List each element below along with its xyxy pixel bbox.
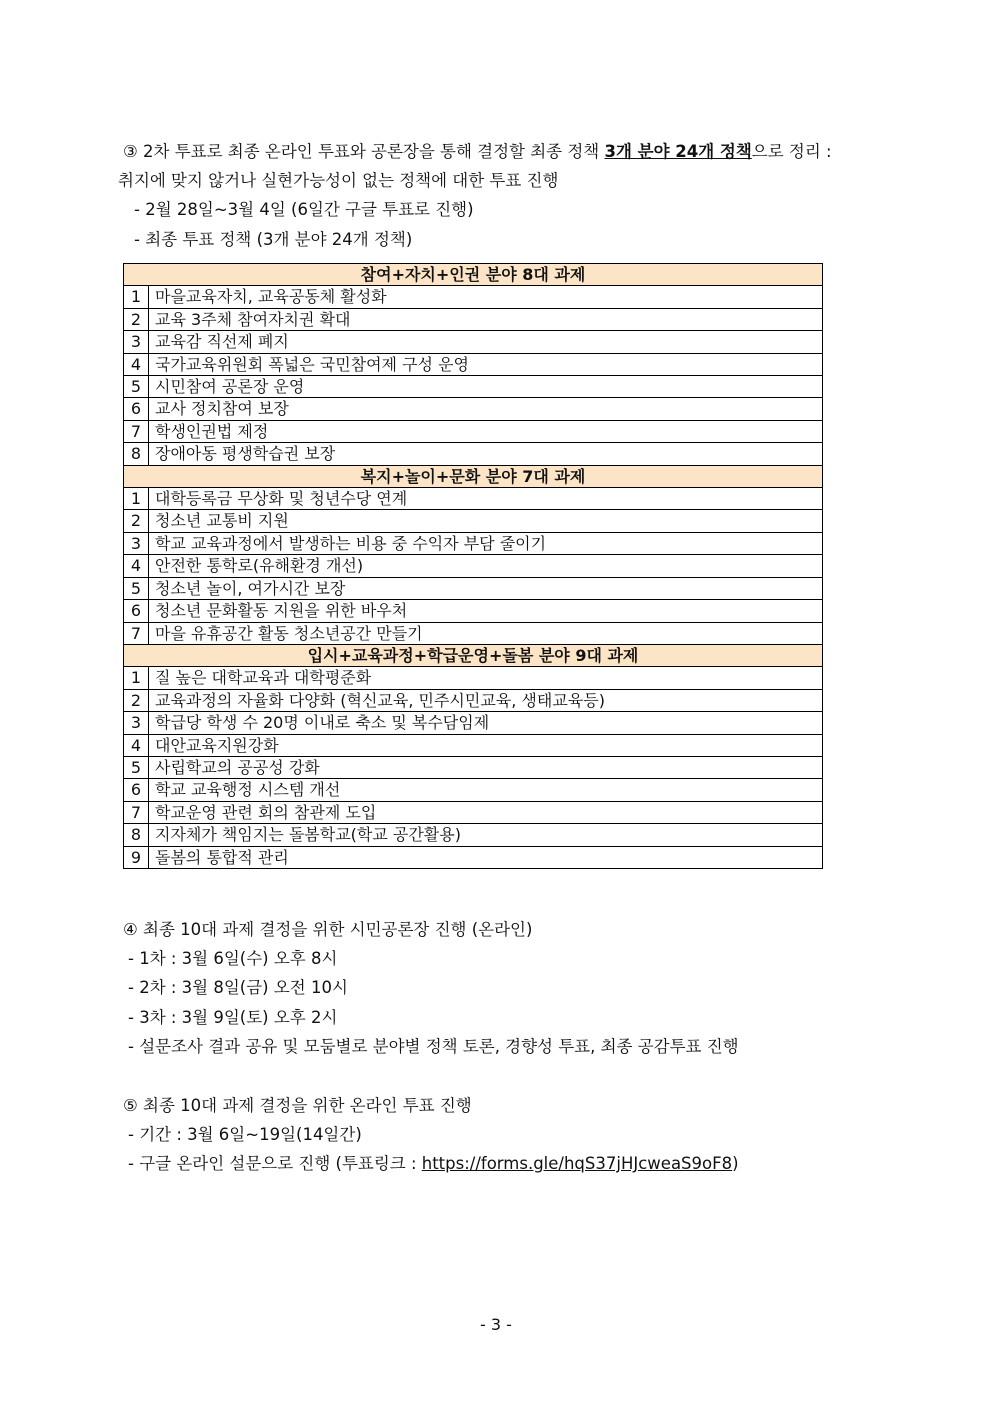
policy-number: 8 [124, 443, 149, 465]
policy-text: 청소년 놀이, 여가시간 보장 [149, 577, 823, 599]
table-row [124, 600, 823, 622]
policy-text: 교육감 직선제 폐지 [149, 331, 823, 353]
table-row [124, 734, 823, 756]
table-row [124, 308, 823, 330]
policy-text: 교육 3주체 참여자치권 확대 [149, 308, 823, 330]
policy-number: 4 [124, 555, 149, 577]
table-row [124, 488, 823, 510]
table-row [124, 689, 823, 711]
policy-text: 학교 교육행정 시스템 개선 [149, 779, 823, 801]
policy-number: 5 [124, 577, 149, 599]
policy-number: 3 [124, 532, 149, 554]
policy-number: 7 [124, 801, 149, 823]
policy-table-body [124, 264, 823, 869]
policy-text: 마을 유휴공간 활동 청소년공간 만들기 [149, 622, 823, 644]
vote-link[interactable]: https://forms.gle/hqS37jHJcweaS9oF8 [421, 1154, 733, 1173]
section3-bullet-policies: - 최종 투표 정책 (3개 분야 24개 정책) [134, 230, 413, 249]
table-row [124, 779, 823, 801]
table-row [124, 824, 823, 846]
table-row [124, 712, 823, 734]
table-row [124, 443, 823, 465]
table-row [124, 398, 823, 420]
policy-number: 6 [124, 398, 149, 420]
category-header-row [124, 264, 823, 286]
page-number: - 3 - [480, 1315, 512, 1334]
policy-text: 마을교육자치, 교육공동체 활성화 [149, 286, 823, 308]
policy-number: 1 [124, 488, 149, 510]
policy-number: 5 [124, 756, 149, 778]
policy-text: 청소년 문화활동 지원을 위한 바우처 [149, 600, 823, 622]
category-title: 복지+놀이+문화 분야 7대 과제 [124, 465, 823, 487]
policy-table [123, 263, 823, 869]
policy-text: 지자체가 책임지는 돌봄학교(학교 공간활용) [149, 824, 823, 846]
policy-text: 시민참여 공론장 운영 [149, 376, 823, 398]
policy-number: 1 [124, 286, 149, 308]
section3-bullet-period: - 2월 28일~3월 4일 (6일간 구글 투표로 진행) [134, 200, 474, 219]
policy-number: 6 [124, 779, 149, 801]
policy-number: 9 [124, 846, 149, 868]
section3-line2: 취지에 맞지 않거나 실현가능성이 없는 정책에 대한 투표 진행 [118, 171, 559, 190]
policy-text: 청소년 교통비 지원 [149, 510, 823, 532]
section5-survey-pre: - 구글 온라인 설문으로 진행 (투표링크 : [128, 1154, 422, 1173]
category-header-row [124, 465, 823, 487]
policy-number: 2 [124, 308, 149, 330]
policy-text: 교사 정치참여 보장 [149, 398, 823, 420]
policy-number: 2 [124, 510, 149, 532]
table-row [124, 622, 823, 644]
table-row [124, 353, 823, 375]
table-row [124, 577, 823, 599]
section4-heading: ④ 최종 10대 과제 결정을 위한 시민공론장 진행 (온라인) [123, 920, 533, 939]
policy-number: 3 [124, 331, 149, 353]
table-row [124, 286, 823, 308]
policy-number: 7 [124, 622, 149, 644]
policy-text: 사립학교의 공공성 강화 [149, 756, 823, 778]
section3-line1-pre: ③ 2차 투표로 최종 온라인 투표와 공론장을 통해 결정할 최종 정책 [123, 142, 605, 161]
section3-line1-post: 으로 정리 : [751, 142, 832, 161]
policy-text: 안전한 통학로(유해환경 개선) [149, 555, 823, 577]
section5-heading: ⑤ 최종 10대 과제 결정을 위한 온라인 투표 진행 [123, 1096, 472, 1115]
section4-item-3: - 3차 : 3월 9일(토) 오후 2시 [128, 1008, 338, 1027]
category-header-row [124, 644, 823, 666]
policy-text: 학급당 학생 수 20명 이내로 축소 및 복수담임제 [149, 712, 823, 734]
table-row [124, 420, 823, 442]
table-row [124, 846, 823, 868]
policy-text: 질 높은 대학교육과 대학평준화 [149, 667, 823, 689]
table-row [124, 510, 823, 532]
table-row [124, 331, 823, 353]
section4-item-1: - 1차 : 3월 6일(수) 오후 8시 [128, 949, 338, 968]
policy-text: 대학등록금 무상화 및 청년수당 연계 [149, 488, 823, 510]
table-row [124, 667, 823, 689]
policy-text: 대안교육지원강화 [149, 734, 823, 756]
section3-line1 [123, 141, 832, 163]
policy-text: 학교 교육과정에서 발생하는 비용 중 수익자 부담 줄이기 [149, 532, 823, 554]
section4-item-2: - 2차 : 3월 8일(금) 오전 10시 [128, 978, 348, 997]
policy-text: 교육과정의 자율화 다양화 (혁신교육, 민주시민교육, 생태교육등) [149, 689, 823, 711]
section5-survey [128, 1153, 739, 1175]
policy-number: 2 [124, 689, 149, 711]
section3-line1-emphasis: 3개 분야 24개 정책 [604, 142, 752, 161]
policy-text: 돌봄의 통합적 관리 [149, 846, 823, 868]
table-row [124, 376, 823, 398]
policy-number: 4 [124, 353, 149, 375]
category-title: 참여+자치+인권 분야 8대 과제 [124, 264, 823, 286]
table-row [124, 756, 823, 778]
policy-number: 1 [124, 667, 149, 689]
policy-number: 8 [124, 824, 149, 846]
policy-text: 장애아동 평생학습권 보장 [149, 443, 823, 465]
policy-number: 6 [124, 600, 149, 622]
policy-text: 학교운영 관련 회의 참관제 도입 [149, 801, 823, 823]
policy-text: 국가교육위원회 폭넓은 국민참여제 구성 운영 [149, 353, 823, 375]
table-row [124, 532, 823, 554]
policy-number: 4 [124, 734, 149, 756]
category-title: 입시+교육과정+학급운영+돌봄 분야 9대 과제 [124, 644, 823, 666]
section5-period: - 기간 : 3월 6일~19일(14일간) [128, 1125, 362, 1144]
policy-text: 학생인권법 제정 [149, 420, 823, 442]
policy-number: 5 [124, 376, 149, 398]
policy-number: 3 [124, 712, 149, 734]
section4-item-4: - 설문조사 결과 공유 및 모둠별로 분야별 정책 토론, 경향성 투표, 최종 공감투표 진행 [128, 1037, 739, 1056]
section5-survey-post: ) [732, 1154, 739, 1173]
policy-number: 7 [124, 420, 149, 442]
table-row [124, 801, 823, 823]
table-row [124, 555, 823, 577]
